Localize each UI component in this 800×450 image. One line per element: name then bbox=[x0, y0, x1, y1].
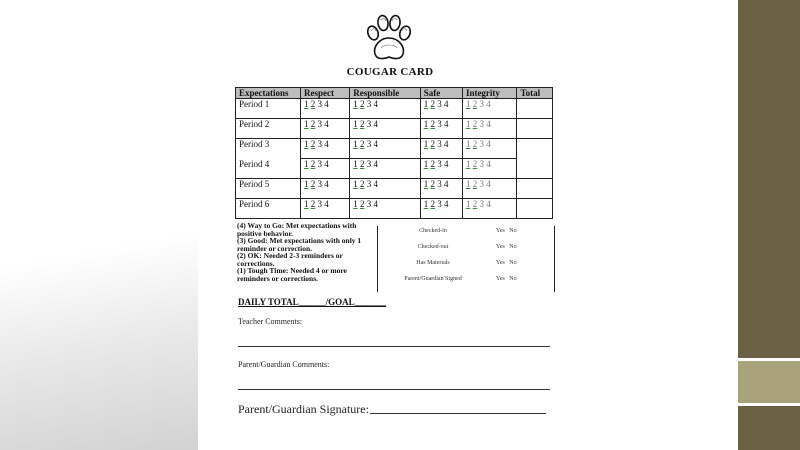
score-option[interactable]: 2 bbox=[430, 139, 435, 149]
score-option[interactable]: 4 bbox=[443, 139, 449, 149]
score-cell[interactable] bbox=[301, 99, 350, 119]
score-cell[interactable] bbox=[462, 179, 517, 199]
score-option[interactable]: 4 bbox=[373, 199, 378, 209]
total-cell[interactable] bbox=[517, 139, 553, 159]
score-option[interactable]: 3 bbox=[437, 199, 442, 209]
score-cell[interactable] bbox=[420, 179, 462, 199]
score-option[interactable]: 3 bbox=[366, 119, 372, 129]
score-option[interactable]: 3 bbox=[479, 119, 484, 129]
column-header: Total bbox=[517, 88, 553, 99]
score-option[interactable]: 2 bbox=[472, 119, 478, 129]
score-option[interactable]: 3 bbox=[317, 179, 322, 189]
score-cell[interactable] bbox=[420, 139, 462, 159]
column-header: Responsible bbox=[350, 88, 421, 99]
score-option[interactable]: 1 bbox=[304, 99, 309, 109]
score-cell[interactable] bbox=[350, 159, 421, 179]
score-cell[interactable] bbox=[301, 159, 350, 179]
score-option[interactable]: 3 bbox=[479, 139, 484, 149]
table-row bbox=[236, 199, 553, 219]
period-label: Period 6 bbox=[236, 199, 301, 219]
score-option[interactable]: 2 bbox=[430, 159, 435, 169]
column-header: Respect bbox=[301, 88, 350, 99]
card-title: COUGAR CARD bbox=[346, 66, 434, 78]
period-label: Period 3 bbox=[236, 139, 301, 159]
score-option[interactable]: 1 bbox=[353, 159, 358, 169]
score-option[interactable]: 2 bbox=[359, 139, 365, 149]
key-item: (3) Good: Met expectations with only 1 reminder or correction. bbox=[237, 236, 362, 253]
score-option[interactable]: 1 bbox=[304, 159, 309, 169]
score-option[interactable]: 1 bbox=[304, 119, 309, 129]
score-option[interactable]: 3 bbox=[437, 139, 442, 149]
score-option[interactable]: 2 bbox=[310, 159, 316, 169]
score-option[interactable]: 1 bbox=[423, 159, 429, 169]
score-option[interactable]: 1 bbox=[465, 179, 471, 189]
period-label: Period 1 bbox=[236, 99, 301, 119]
checklist-row bbox=[378, 274, 554, 290]
table-row bbox=[236, 179, 553, 199]
score-cell[interactable] bbox=[420, 159, 462, 179]
teacher-comments-label: Teacher Comments: bbox=[238, 317, 303, 326]
score-option[interactable]: 1 bbox=[304, 139, 309, 149]
table-row bbox=[236, 139, 553, 159]
score-option[interactable]: 4 bbox=[486, 199, 491, 209]
sidebar-block-middle bbox=[738, 361, 800, 403]
score-option[interactable]: 1 bbox=[304, 179, 309, 189]
score-option[interactable]: 4 bbox=[486, 119, 491, 129]
score-option[interactable]: 2 bbox=[310, 199, 316, 209]
score-option[interactable]: 1 bbox=[353, 139, 358, 149]
table-row bbox=[236, 159, 553, 179]
checklist-row bbox=[378, 242, 554, 258]
sidebar-block-top bbox=[738, 0, 800, 358]
score-option[interactable]: 2 bbox=[310, 179, 316, 189]
column-header: Integrity bbox=[462, 88, 517, 99]
score-cell[interactable] bbox=[350, 199, 421, 219]
score-option[interactable]: 2 bbox=[359, 179, 365, 189]
score-option[interactable]: 3 bbox=[479, 159, 484, 169]
score-option[interactable]: 4 bbox=[373, 179, 378, 189]
yes-no-options[interactable]: Yes No bbox=[496, 276, 517, 282]
score-option[interactable]: 2 bbox=[310, 139, 316, 149]
period-label: Period 2 bbox=[236, 119, 301, 139]
score-cell[interactable] bbox=[462, 199, 517, 219]
parent-comments-label: Parent/Guardian Comments: bbox=[238, 360, 330, 369]
score-option[interactable]: 4 bbox=[486, 159, 491, 169]
total-cell[interactable] bbox=[517, 119, 553, 139]
checklist-label: Checked-in bbox=[419, 228, 447, 234]
score-option[interactable]: 1 bbox=[465, 199, 471, 209]
score-option[interactable]: 2 bbox=[430, 199, 435, 209]
score-cell[interactable] bbox=[420, 119, 462, 139]
score-option[interactable]: 2 bbox=[472, 99, 478, 109]
score-option[interactable]: 3 bbox=[317, 139, 322, 149]
score-option[interactable]: 2 bbox=[472, 159, 478, 169]
total-cell[interactable] bbox=[517, 99, 553, 119]
score-option[interactable]: 3 bbox=[437, 179, 442, 189]
table-row bbox=[236, 99, 553, 119]
score-option[interactable]: 1 bbox=[423, 139, 429, 149]
score-option[interactable]: 4 bbox=[443, 179, 449, 189]
score-option[interactable]: 3 bbox=[317, 119, 322, 129]
behavior-score-table bbox=[235, 87, 553, 219]
score-cell[interactable] bbox=[420, 99, 462, 119]
score-option[interactable]: 4 bbox=[373, 119, 378, 129]
score-option[interactable]: 3 bbox=[437, 159, 442, 169]
slide-sidebar bbox=[738, 0, 800, 450]
score-option[interactable]: 2 bbox=[430, 119, 435, 129]
checklist-box bbox=[377, 226, 555, 292]
background-swoosh bbox=[0, 0, 200, 450]
score-option[interactable]: 4 bbox=[486, 99, 491, 109]
parent-comments-line[interactable] bbox=[238, 389, 550, 390]
yes-no-options[interactable]: Yes No bbox=[496, 244, 517, 250]
score-option[interactable]: 3 bbox=[437, 119, 442, 129]
score-option[interactable]: 4 bbox=[486, 179, 491, 189]
yes-no-options[interactable]: Yes No bbox=[496, 260, 517, 266]
score-option[interactable]: 1 bbox=[353, 199, 358, 209]
score-option[interactable]: 3 bbox=[317, 159, 322, 169]
key-item: (1) Tough Time: Needed 4 or more reminders or corrections. bbox=[237, 266, 347, 283]
score-option[interactable]: 3 bbox=[366, 99, 372, 109]
score-option[interactable]: 3 bbox=[317, 199, 322, 209]
signature-label: Parent/Guardian Signature: bbox=[238, 402, 369, 416]
score-option[interactable]: 1 bbox=[465, 159, 471, 169]
score-option[interactable]: 4 bbox=[324, 199, 329, 209]
signature-line[interactable] bbox=[370, 413, 546, 414]
score-option[interactable]: 4 bbox=[443, 99, 449, 109]
score-option[interactable]: 1 bbox=[465, 119, 471, 129]
column-header: Expectations bbox=[236, 88, 301, 99]
daily-total-goal: DAILY TOTAL______/GOAL_______ bbox=[238, 297, 387, 307]
score-cell[interactable] bbox=[301, 199, 350, 219]
score-option[interactable]: 3 bbox=[479, 199, 484, 209]
score-cell[interactable] bbox=[301, 179, 350, 199]
score-option[interactable]: 2 bbox=[359, 159, 365, 169]
checklist-label: Has Materials bbox=[416, 260, 450, 266]
score-cell[interactable] bbox=[301, 139, 350, 159]
checklist-row bbox=[378, 226, 554, 242]
score-option[interactable]: 4 bbox=[443, 119, 449, 129]
checklist-row bbox=[378, 258, 554, 274]
score-option[interactable]: 3 bbox=[479, 179, 484, 189]
score-option[interactable]: 4 bbox=[443, 199, 449, 209]
key-item: (4) Way to Go: Met expectations with positive behavior. bbox=[237, 221, 357, 238]
period-label: Period 5 bbox=[236, 179, 301, 199]
score-cell[interactable] bbox=[462, 99, 517, 119]
checklist-label: Checked-out bbox=[417, 244, 449, 250]
score-option[interactable]: 4 bbox=[443, 159, 449, 169]
score-option[interactable]: 1 bbox=[353, 119, 358, 129]
score-option[interactable]: 1 bbox=[423, 199, 429, 209]
checklist-label: Parent/Guardian Signed bbox=[404, 276, 462, 282]
score-option[interactable]: 1 bbox=[304, 199, 309, 209]
score-option[interactable]: 1 bbox=[423, 99, 429, 109]
score-option[interactable]: 1 bbox=[465, 99, 471, 109]
score-option[interactable]: 4 bbox=[373, 159, 378, 169]
score-option[interactable]: 1 bbox=[423, 179, 429, 189]
score-option[interactable]: 4 bbox=[324, 119, 329, 129]
table-row bbox=[236, 119, 553, 139]
key-item: (2) OK: Needed 2-3 reminders or corrections. bbox=[237, 251, 343, 268]
score-option[interactable]: 2 bbox=[359, 199, 365, 209]
score-cell[interactable] bbox=[350, 139, 421, 159]
score-option[interactable]: 1 bbox=[423, 119, 429, 129]
score-option[interactable]: 2 bbox=[472, 199, 478, 209]
score-option[interactable]: 2 bbox=[472, 139, 478, 149]
total-cell[interactable] bbox=[517, 199, 553, 219]
rating-key bbox=[237, 222, 375, 282]
total-cell[interactable] bbox=[517, 179, 553, 199]
score-option[interactable]: 3 bbox=[366, 159, 372, 169]
score-cell[interactable] bbox=[350, 179, 421, 199]
score-option[interactable]: 3 bbox=[317, 99, 322, 109]
score-option[interactable]: 4 bbox=[324, 139, 329, 149]
score-option[interactable]: 1 bbox=[465, 139, 471, 149]
total-cell[interactable] bbox=[517, 159, 553, 179]
column-header: Safe bbox=[420, 88, 462, 99]
score-option[interactable]: 2 bbox=[472, 179, 478, 189]
score-cell[interactable] bbox=[350, 119, 421, 139]
score-option[interactable]: 3 bbox=[366, 179, 372, 189]
sidebar-block-bottom bbox=[738, 406, 800, 450]
period-label: Period 4 bbox=[236, 159, 301, 179]
score-cell[interactable] bbox=[420, 199, 462, 219]
paw-print-icon bbox=[364, 14, 414, 64]
score-cell[interactable] bbox=[462, 159, 517, 179]
score-cell[interactable] bbox=[350, 99, 421, 119]
score-option[interactable]: 1 bbox=[353, 99, 358, 109]
score-option[interactable]: 2 bbox=[430, 179, 435, 189]
score-option[interactable]: 4 bbox=[486, 139, 491, 149]
score-option[interactable]: 3 bbox=[479, 99, 484, 109]
score-option[interactable]: 3 bbox=[366, 139, 372, 149]
score-option[interactable]: 4 bbox=[324, 159, 329, 169]
score-option[interactable]: 2 bbox=[430, 99, 435, 109]
score-option[interactable]: 2 bbox=[359, 99, 365, 109]
score-option[interactable]: 2 bbox=[359, 119, 365, 129]
score-option[interactable]: 4 bbox=[324, 179, 329, 189]
score-option[interactable]: 4 bbox=[324, 99, 329, 109]
score-option[interactable]: 1 bbox=[353, 179, 358, 189]
yes-no-options[interactable]: Yes No bbox=[496, 228, 517, 234]
score-option[interactable]: 4 bbox=[373, 99, 378, 109]
score-cell[interactable] bbox=[301, 119, 350, 139]
score-option[interactable]: 2 bbox=[310, 119, 316, 129]
score-cell[interactable] bbox=[462, 119, 517, 139]
score-cell[interactable] bbox=[462, 139, 517, 159]
score-option[interactable]: 2 bbox=[310, 99, 316, 109]
score-option[interactable]: 3 bbox=[437, 99, 442, 109]
table-header-row bbox=[236, 88, 553, 99]
score-option[interactable]: 3 bbox=[366, 199, 372, 209]
score-option[interactable]: 4 bbox=[373, 139, 378, 149]
teacher-comments-line[interactable] bbox=[238, 346, 550, 347]
